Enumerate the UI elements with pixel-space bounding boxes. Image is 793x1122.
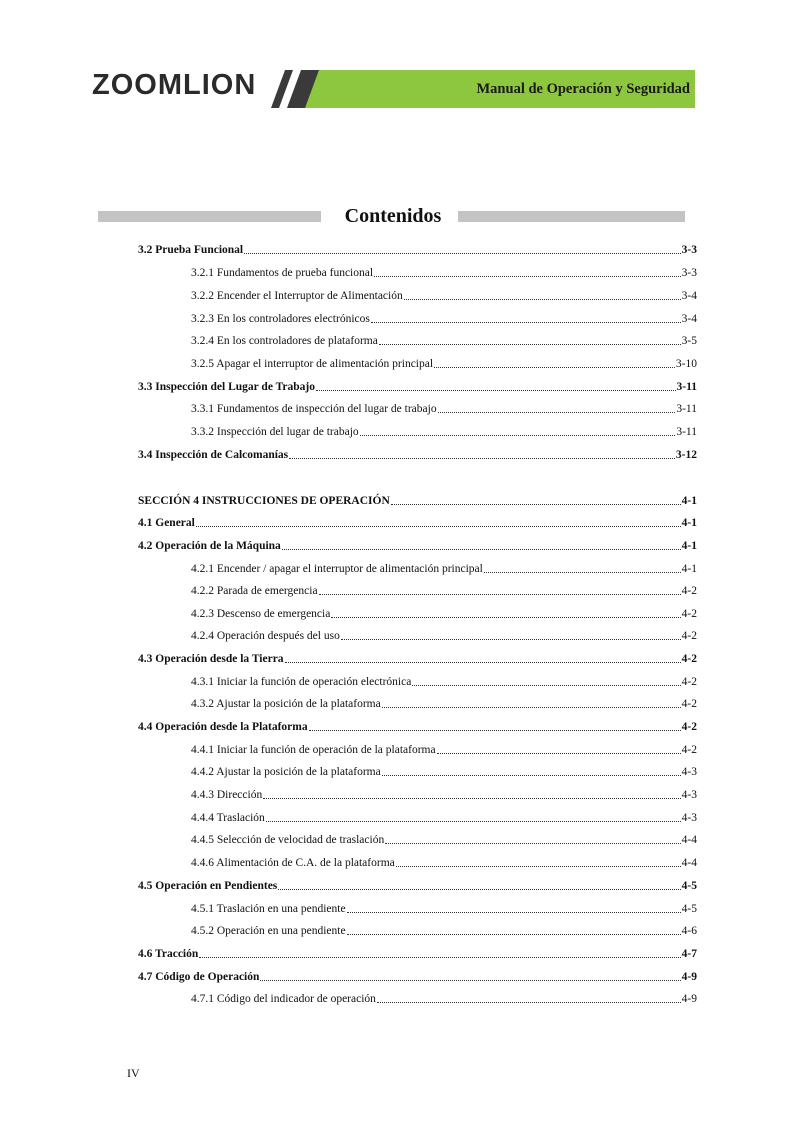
toc-leader-dots	[309, 730, 681, 731]
toc-section-entry[interactable]	[138, 379, 697, 395]
toc-entry-label: 3.2.1 Fundamentos de prueba funcional	[191, 267, 374, 279]
toc-entry-page: 4-1	[681, 517, 697, 529]
toc-entry-page: 3-3	[681, 244, 697, 256]
toc-leader-dots	[285, 662, 681, 663]
toc-entry-label: 4.4.4 Traslación	[191, 812, 265, 824]
toc-leader-dots	[437, 753, 681, 754]
page-header	[0, 0, 793, 120]
toc-section-entry[interactable]	[138, 651, 697, 667]
page-number: IV	[127, 1066, 140, 1080]
toc-entry-label: 4.4 Operación desde la Plataforma	[138, 721, 308, 733]
toc-entry-label: 4.4.1 Iniciar la función de operación de la plataforma	[191, 744, 436, 756]
toc-subsection-entry[interactable]	[191, 265, 697, 281]
toc-entry-page: 4-3	[681, 766, 697, 778]
toc-subsection-entry[interactable]	[191, 311, 697, 327]
toc-leader-dots	[347, 934, 681, 935]
toc-leader-dots	[385, 843, 680, 844]
toc-entry-page: 4-4	[681, 857, 697, 869]
toc-leader-dots	[199, 957, 680, 958]
toc-leader-dots	[371, 322, 681, 323]
toc-entry-page: 4-5	[681, 880, 697, 892]
toc-entry-page: 4-7	[681, 948, 697, 960]
toc-subsection-entry[interactable]	[191, 742, 697, 758]
toc-entry-label: 3.4 Inspección de Calcomanías	[138, 449, 289, 461]
toc-entry-page: 4-2	[681, 608, 697, 620]
toc-section-entry[interactable]	[138, 719, 697, 735]
toc-entry-label: 3.2.3 En los controladores electrónicos	[191, 313, 370, 325]
toc-leader-dots	[196, 526, 681, 527]
toc-entry-page: 3-4	[681, 290, 697, 302]
toc-leader-dots	[484, 572, 681, 573]
toc-leader-dots	[263, 798, 680, 799]
toc-leader-dots	[347, 912, 681, 913]
toc-entry-page: 4-9	[681, 993, 697, 1005]
toc-entry-label: 4.4.6 Alimentación de C.A. de la plataforma	[191, 857, 395, 869]
toc-leader-dots	[396, 866, 681, 867]
toc-entry-page: 4-2	[681, 653, 697, 665]
toc-leader-dots	[316, 390, 676, 391]
zoomlion-logo: ZOOMLION	[92, 69, 257, 101]
toc-entry-label: 3.2.5 Apagar el interruptor de alimentación principal	[191, 358, 434, 370]
toc-subsection-entry[interactable]	[191, 901, 697, 917]
toc-subsection-entry[interactable]	[191, 356, 697, 372]
toc-subsection-entry[interactable]	[191, 764, 697, 780]
toc-subsection-entry[interactable]	[191, 991, 697, 1007]
toc-leader-dots	[360, 435, 676, 436]
toc-leader-dots	[382, 707, 681, 708]
toc-entry-label: 3.2 Prueba Funcional	[138, 244, 244, 256]
toc-entry-label: 3.3.1 Fundamentos de inspección del lugar de trabajo	[191, 403, 437, 415]
toc-subsection-entry[interactable]	[191, 696, 697, 712]
toc-leader-dots	[260, 980, 680, 981]
toc-entry-page: 4-1	[681, 495, 697, 507]
toc-subsection-entry[interactable]	[191, 832, 697, 848]
toc-entry-page: 3-10	[675, 358, 697, 370]
toc-section-entry[interactable]	[138, 878, 697, 894]
toc-entry-page: 3-12	[675, 449, 697, 461]
toc-entry-page: 4-2	[681, 744, 697, 756]
toc-section-entry[interactable]	[138, 946, 697, 962]
toc-leader-dots	[379, 344, 681, 345]
toc-subsection-entry[interactable]	[191, 628, 697, 644]
toc-leader-dots	[391, 504, 681, 505]
toc-leader-dots	[331, 617, 680, 618]
toc-entry-page: 4-2	[681, 676, 697, 688]
toc-leader-dots	[282, 549, 681, 550]
toc-leader-dots	[244, 253, 681, 254]
toc-section-entry[interactable]	[138, 493, 697, 509]
toc-entry-label: 4.3.1 Iniciar la función de operación electrónica	[191, 676, 412, 688]
toc-subsection-entry[interactable]	[191, 583, 697, 599]
toc-leader-dots	[289, 458, 675, 459]
toc-section-entry[interactable]	[138, 242, 697, 258]
toc-entry-page: 4-1	[681, 540, 697, 552]
toc-leader-dots	[412, 685, 680, 686]
toc-leader-dots	[434, 367, 675, 368]
toc-entry-label: 4.7.1 Código del indicador de operación	[191, 993, 376, 1005]
toc-leader-dots	[438, 412, 676, 413]
toc-section-entry[interactable]	[138, 515, 697, 531]
toc-entry-label: 4.2.3 Descenso de emergencia	[191, 608, 331, 620]
toc-entry-page: 4-3	[681, 789, 697, 801]
toc-leader-dots	[266, 821, 681, 822]
toc-entry-label: 3.3.2 Inspección del lugar de trabajo	[191, 426, 359, 438]
toc-leader-dots	[382, 775, 681, 776]
toc-entry-label: 3.3 Inspección del Lugar de Trabajo	[138, 381, 315, 393]
toc-leader-dots	[404, 299, 681, 300]
toc-subsection-entry[interactable]	[191, 787, 697, 803]
toc-entry-label: 4.5.2 Operación en una pendiente	[191, 925, 346, 937]
toc-section-entry[interactable]	[138, 447, 697, 463]
toc-entry-page: 4-2	[681, 698, 697, 710]
heading-bar-left	[98, 211, 321, 222]
toc-entry-label: 4.4.3 Dirección	[191, 789, 263, 801]
toc-entry-page: 4-2	[681, 630, 697, 642]
toc-subsection-entry[interactable]	[191, 855, 697, 871]
heading-bar-right	[458, 211, 685, 222]
toc-entry-page: 4-2	[681, 585, 697, 597]
toc-entry-label: 3.2.4 En los controladores de plataforma	[191, 335, 378, 347]
manual-title: Manual de Operación y Seguridad	[476, 81, 690, 97]
toc-entry-label: 4.2.1 Encender / apagar el interruptor de alimentación principal	[191, 563, 483, 575]
toc-entry-page: 4-9	[681, 971, 697, 983]
toc-subsection-entry[interactable]	[191, 401, 697, 417]
toc-section-entry[interactable]	[138, 969, 697, 985]
toc-subsection-entry[interactable]	[191, 606, 697, 622]
toc-entry-label: 4.2.4 Operación después del uso	[191, 630, 340, 642]
toc-entry-page: 4-1	[681, 563, 697, 575]
toc-leader-dots	[377, 1002, 681, 1003]
toc-leader-dots	[341, 639, 681, 640]
toc-entry-page: 3-11	[676, 403, 697, 415]
toc-entry-label: 4.1 General	[138, 517, 195, 529]
toc-subsection-entry[interactable]	[191, 288, 697, 304]
toc-entry-label: 4.2 Operación de la Máquina	[138, 540, 281, 552]
toc-entry-page: 4-3	[681, 812, 697, 824]
toc-entry-label: 4.5.1 Traslación en una pendiente	[191, 903, 346, 915]
toc-entry-label: 4.3 Operación desde la Tierra	[138, 653, 284, 665]
contents-title: Contenidos	[344, 205, 442, 227]
toc-entry-page: 4-4	[681, 834, 697, 846]
toc-leader-dots	[278, 889, 680, 890]
toc-entry-label: 4.3.2 Ajustar la posición de la plataforma	[191, 698, 381, 710]
toc-subsection-entry[interactable]	[191, 810, 697, 826]
toc-entry-label: 4.4.5 Selección de velocidad de traslación	[191, 834, 385, 846]
toc-entry-page: 4-2	[681, 721, 697, 733]
toc-entry-label: SECCIÓN 4 INSTRUCCIONES DE OPERACIÓN	[138, 495, 390, 507]
toc-subsection-entry[interactable]	[191, 674, 697, 690]
toc-leader-dots	[374, 276, 681, 277]
toc-entry-label: 4.5 Operación en Pendientes	[138, 880, 278, 892]
toc-entry-label: 4.2.2 Parada de emergencia	[191, 585, 318, 597]
toc-section-entry[interactable]	[138, 538, 697, 554]
toc-entry-page: 4-6	[681, 925, 697, 937]
toc-entry-label: 4.6 Tracción	[138, 948, 199, 960]
toc-entry-page: 3-11	[676, 426, 697, 438]
toc-entry-page: 3-11	[676, 381, 697, 393]
toc-entry-label: 4.7 Código de Operación	[138, 971, 260, 983]
toc-entry-page: 3-4	[681, 313, 697, 325]
toc-entry-label: 4.4.2 Ajustar la posición de la plataforma	[191, 766, 381, 778]
toc-entry-label: 3.2.2 Encender el Interruptor de Alimentación	[191, 290, 403, 302]
toc-subsection-entry[interactable]	[191, 923, 697, 939]
toc-leader-dots	[319, 594, 681, 595]
toc-entry-page: 3-5	[681, 335, 697, 347]
contents-heading	[98, 202, 685, 230]
toc-subsection-entry[interactable]	[191, 424, 697, 440]
toc-entry-page: 4-5	[681, 903, 697, 915]
toc-subsection-entry[interactable]	[191, 561, 697, 577]
toc-entry-page: 3-3	[681, 267, 697, 279]
toc-subsection-entry[interactable]	[191, 333, 697, 349]
